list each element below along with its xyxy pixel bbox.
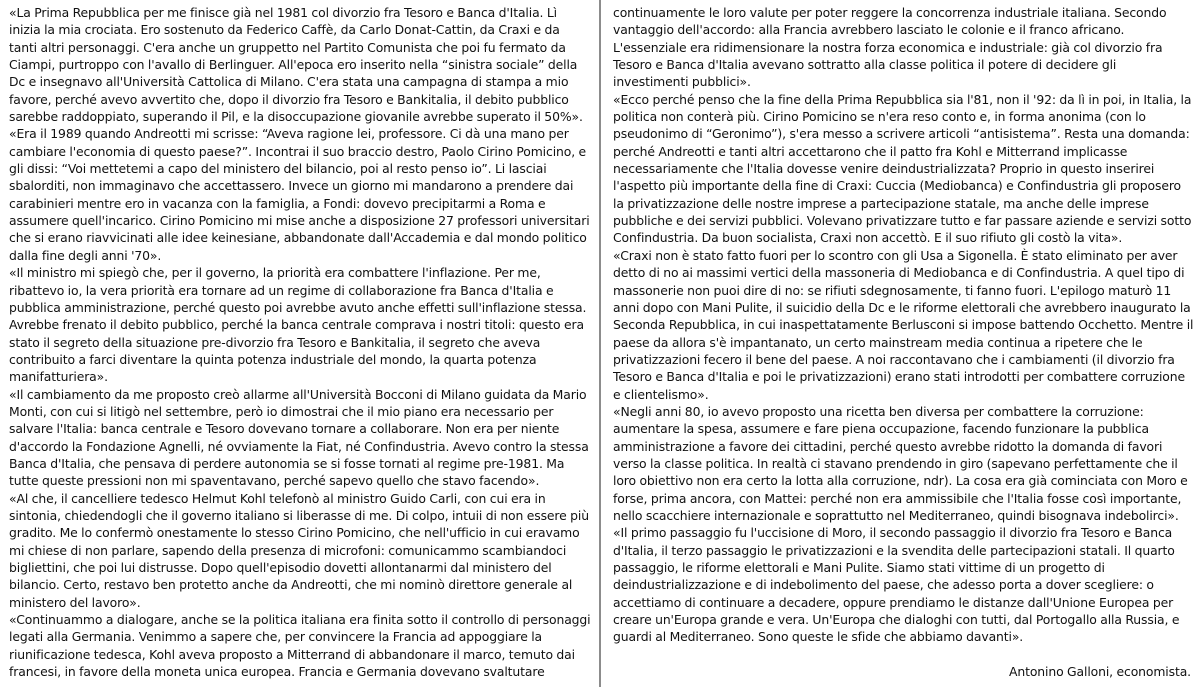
paragraph: «Negli anni 80, io avevo proposto una ricetta ben diversa per combattere la corruzione: aumentare la spesa, assumere e fare piena occupazione, facendo funzionare la pubblica amministrazione a favore dei cittadini, perché questo avrebbe ridotto la domanda di favori verso la classe politica. In realtà ci stavano prendendo in giro (sapevano perfettamente che il loro obiettivo non era certo la lotta alla corruzione, ndr). La cosa era già cominciata con Moro e forse, prima ancora, con Mattei: perché non era ammissibile che l'Italia fosse così importante, nello scacchiere internazionale e soprattutto nel Mediterraneo, quindi bisognava indebolirci». [613, 403, 1188, 523]
paragraph: «Era il 1989 quando Andreotti mi scrisse: “Aveva ragione lei, professore. Ci dà una mano per cambiare l'economia di questo paese?”. Incontrai il suo braccio destro, Paolo Cirino Pomicino, e gli dissi: “Voi mettetemi a capo del ministero del bilancio, poi al resto penso io”. Li lasciai sbalorditi, non immaginavo che accettassero. Invece un giorno mi mandarono a prendere dai carabinieri mentre ero in vacanza con la famiglia, a Fondi: dovevo precipitarmi a Roma e assumere quell'incarico. Cirino Pomicino mi mise anche a disposizione 27 professori universitari che si erano riavvicinati alle idee keinesiane, abbandonate dall'Accademia e dal mondo politico dalla fine degli anni '70». [9, 126, 590, 263]
paragraph: «Il cambiamento da me proposto creò allarme all'Università Bocconi di Milano guidata da Mario Monti, con cui si litigò nel settembre, però io dimostrai che il mio piano era necessario per salvare l'Italia: banca centrale e Tesoro dovevano tornare a collaborare. Non era per niente d'accordo la Fondazione Agnelli, né ovviamente la Fiat, né Confindustria. Avevo contro la stessa Banca d'Italia, che pensava di perdere autonomia se si fosse tornati al regime pre-1981. Ma tutte queste pressioni non mi spaventavano, perché sapevo quello che stavo facendo». [9, 386, 589, 489]
paragraph: «Ecco perché penso che la fine della Prima Repubblica sia l'81, non il '92: da lì in poi, in Italia, la politica non conterà più. Cirino Pomicino se n'era reso conto e, in forma anonima (con lo pseudonimo di “Geronimo”), s'era messo a scrivere articoli “antisistema”. Resta una domanda: perché Andreotti e tanti altri accettarono che il patto fra Kohl e Mitterrand implicasse necessariamente che l'Italia dovesse venire deindustrializzata? Proprio in questo inserirei l'aspetto più importante della fine di Craxi: Cuccia (Mediobanca) e Confindustria gli proposero la privatizzazione delle nostre imprese a partecipazione statale, ma anche delle imprese pubbliche e dei servizi pubblici. Volevano privatizzare tutto e far passare aziende e servizi sotto Confindustria. Da buon socialista, Craxi non accettò. E il suo rifiuto gli costò la vita». [613, 91, 1192, 246]
paragraph: «Craxi non è stato fatto fuori per lo scontro con gli Usa a Sigonella. È stato eliminato per aver detto di no ai massimi vertici della massoneria di Mediobanca e di Confindustria. A quel tipo di massonerie non puoi dire di no: se rifiuti sdegnosamente, ti fanno fuori. L'epilogo maturò 11 anni dopo con Mani Pulite, il suicidio della Dc e le riforme elettorali che avrebbero inaugurato la Seconda Repubblica, in cui inaspettatamente Berlusconi si impose battendo Occhetto. Mentre il paese da allora s'è impantanato, un certo mainstream media continua a ripetere che le privatizzazioni fecero il bene del paese. A noi raccontavano che i cambiamenti (il divorzio fra Tesoro e Banca d'Italia e poi le privatizzazioni) erano stati introdotti per combattere corruzione e clientelismo». [613, 247, 1194, 402]
left-column [9, 4, 591, 680]
author-signature: Antonino Galloni, economista. [1009, 663, 1191, 679]
paragraph: «Il ministro mi spiegò che, per il governo, la priorità era combattere l'inflazione. Per me, ribattevo io, la vera priorità era tornare ad un regime di collaborazione fra Banca d'Italia e pubblica amministrazione, perché questo poi avrebbe avuto anche effetti sull'inflazione stessa. Avrebbe frenato il debito pubblico, perché la banca centrale comprava i nostri titoli: questo era stato il segreto della situazione pre-divorzio fra Tesoro e Bankitalia, il segreto che aveva contribuito a farci diventare la quinta potenza industriale del mondo, la quarta potenza manifatturiera». [9, 265, 587, 385]
paragraph: continuamente le loro valute per poter reggere la concorrenza industriale italiana. Secondo vantaggio dell'accordo: alla Francia avrebbero lasciato le colonie e il franco africano. L'essenziale era ridimensionare la nostra forza economica e industriale: già col divorzio fra Tesoro e Banca d'Italia avevano sottratto alla classe politica il potere di decidere gli investimenti pubblici». [613, 5, 1167, 90]
column-divider [599, 0, 601, 687]
paragraph: «Continuammo a dialogare, anche se la politica italiana era finita sotto il controllo di personaggi legati alla Germania. Venimmo a sapere che, per convincere la Francia ad appoggiare la riunificazione tedesca, Kohl aveva proposto a Mitterrand di abbandonare il marco, temuto dai francesi, in favore della moneta unica europea. Francia e Germania dovevano svaltutare [9, 612, 591, 680]
paragraph: «La Prima Repubblica per me finisce già nel 1981 col divorzio fra Tesoro e Banca d'Italia. Lì inizia la mia crociata. Ero sostenuto da Federico Caffè, da Carlo Donat-Cattin, da Craxi e da tanti altri personaggi. C'era anche un gruppetto nel Partito Comunista che poi fu fermato da Ciampi, purtroppo con l'avallo di Berlinguer. All'epoca ero inserito nella “sinistra sociale” della Dc e insegnavo all'Università Cattolica di Milano. C'era stata una campagna di stampa a mio favore, perché avevo avvertito che, dopo il divorzio fra Tesoro e Bankitalia, il debito pubblico sarebbe raddoppiato, superando il Pil, e la disoccupazione giovanile avrebbe superato il 50%». [9, 5, 583, 125]
paragraph: «Al che, il cancelliere tedesco Helmut Kohl telefonò al ministro Guido Carli, con cui era in sintonia, chiedendogli che il governo italiano si liberasse di me. Di colpo, intuii di non essere più gradito. Me lo confermò onestamente lo stesso Cirino Pomicino, che nell'ufficio in cui eravamo mi chiese di non parlare, sapendo della presenza di microfoni: comunicammo scambiandoci bigliettini, che poi lui distrusse. Dopo quell'episodio dovetti allontanarmi dal ministero del bilancio. Certo, restavo ben protetto anche da Andreotti, che mi nominò direttore generale al ministero del lavoro». [9, 490, 589, 610]
right-column [613, 4, 1195, 680]
paragraph: «Il primo passaggio fu l'uccisione di Moro, il secondo passaggio il divorzio fra Tesoro e Banca d'Italia, il terzo passaggio le privatizzazioni e la svendita delle partecipazioni statali. Il quarto passaggio, le riforme elettorali e Mani Pulite. Siamo stati vittime di un progetto di deindustrializzazione e di indebolimento del paese, che adesso porta a dover scegliere: o accettiamo di continuare a decadere, oppure prendiamo le distanze dall'Unione Europea per creare un'Europa grande e vera. Un'Europa che dialoghi con tutti, dal Portogallo alla Russia, e guardi al Mediterraneo. Sono queste le sfide che abbiamo davanti». [613, 525, 1180, 645]
